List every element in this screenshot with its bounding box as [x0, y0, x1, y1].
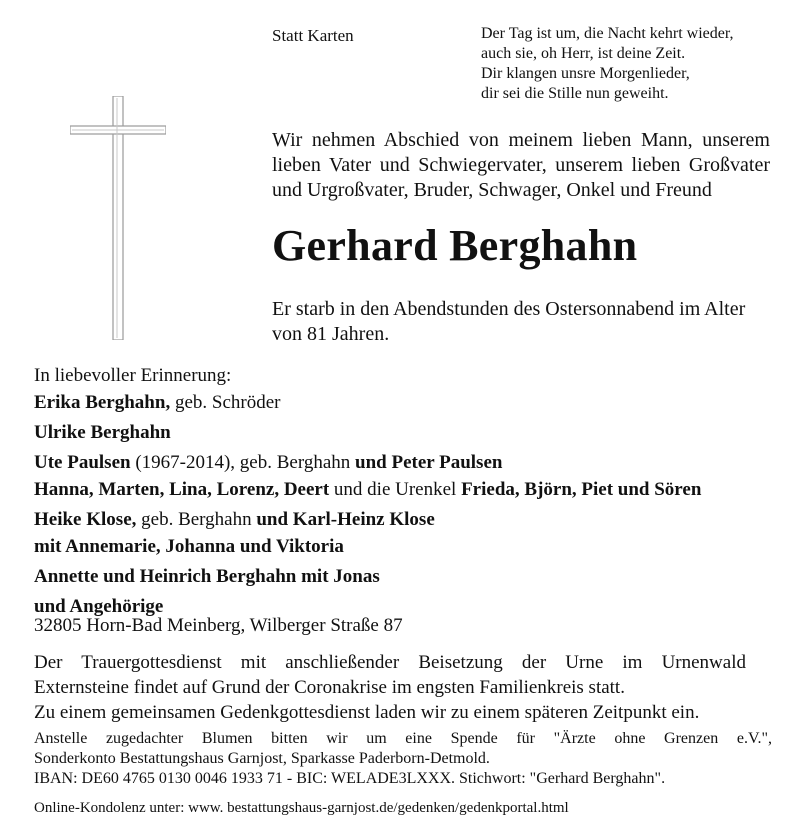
donation-text	[34, 729, 772, 789]
grandchildren-names: Hanna, Marten, Lina, Lorenz, Deert	[34, 479, 330, 500]
cross-icon	[70, 96, 166, 340]
family-name: Ute Paulsen	[34, 452, 131, 473]
invitation-text: Zu einem gemeinsamen Gedenkgottesdienst laden wir zu einem späteren Zeitpunkt ein.	[34, 702, 700, 723]
family-detail: geb. Berghahn	[136, 509, 257, 530]
family-detail: geb. Schröder	[170, 392, 281, 413]
great-grandchildren-names: Frieda, Björn, Piet und Sören	[461, 479, 702, 500]
service-line: Der Trauergottesdienst mit anschließender Beisetzung der Urne im Urnenwald	[34, 652, 746, 673]
poem-line: auch sie, oh Herr, ist deine Zeit.	[481, 45, 686, 62]
intro-line: und Urgroßvater, Bruder, Schwager, Onkel und Freund	[272, 179, 712, 201]
deceased-name: Gerhard Berghahn	[272, 221, 638, 270]
family-entry-heike	[34, 506, 774, 533]
address: 32805 Horn-Bad Meinberg, Wilberger Straße 87	[34, 615, 403, 636]
donation-line: Sonderkonto Bestattungshaus Garnjost, Sparkasse Paderborn-Detmold.	[34, 750, 490, 767]
poem	[481, 24, 734, 104]
poem-line: Der Tag ist um, die Nacht kehrt wieder,	[481, 25, 734, 42]
statt-karten-label: Statt Karten	[272, 26, 354, 45]
intro-line: lieben Vater und Schwiegervater, unserem lieben Großvater	[272, 154, 770, 176]
intro-text	[272, 128, 770, 203]
family-name: Ulrike Berghahn	[34, 422, 171, 443]
death-text: Er starb in den Abendstunden des Ostersonnabend im Alter von 81 Jahren.	[272, 298, 746, 345]
family-detail: (1967-2014), geb. Berghahn	[130, 452, 356, 473]
family-list	[34, 362, 774, 620]
donation-line: Anstelle zugedachter Blumen bitten wir um eine Spende für "Ärzte ohne Grenzen e.V.",	[34, 730, 772, 747]
family-entry-annette	[34, 563, 774, 590]
family-name: Annette und Heinrich Berghahn mit Jonas	[34, 566, 380, 587]
family-partner: und Peter Paulsen	[355, 452, 503, 473]
poem-line: dir sei die Stille nun geweiht.	[481, 85, 669, 102]
family-name: und Angehörige	[34, 596, 164, 617]
family-name: Heike Klose,	[34, 509, 137, 530]
donation-line: IBAN: DE60 4765 0130 0046 1933 71 - BIC: WELADE3LXXX. Stichwort: "Gerhard Berghahn".	[34, 770, 666, 787]
poem-line: Dir klangen unsre Morgenlieder,	[481, 65, 690, 82]
family-detail: und die Urenkel	[329, 479, 462, 500]
family-heading: In liebevoller Erinnerung:	[34, 365, 232, 386]
family-entry-ulrike	[34, 419, 774, 446]
family-partner: und Karl-Heinz Klose	[256, 509, 435, 530]
service-line: Externsteine findet auf Grund der Coronakrise im engsten Familienkreis statt.	[34, 677, 625, 698]
family-entry-heike-children	[34, 533, 774, 560]
family-entry-grandchildren	[34, 476, 774, 503]
family-name: Erika Berghahn,	[34, 392, 171, 413]
family-name: mit Annemarie, Johanna und Viktoria	[34, 536, 344, 557]
service-text	[34, 650, 746, 700]
online-condolence-link[interactable]: Online-Kondolenz unter: www. bestattungshaus-garnjost.de/gedenken/gedenkportal.html	[34, 800, 569, 816]
family-entry-erika	[34, 389, 774, 416]
family-entry-ute	[34, 449, 774, 476]
intro-line: Wir nehmen Abschied von meinem lieben Mann, unserem	[272, 129, 770, 151]
